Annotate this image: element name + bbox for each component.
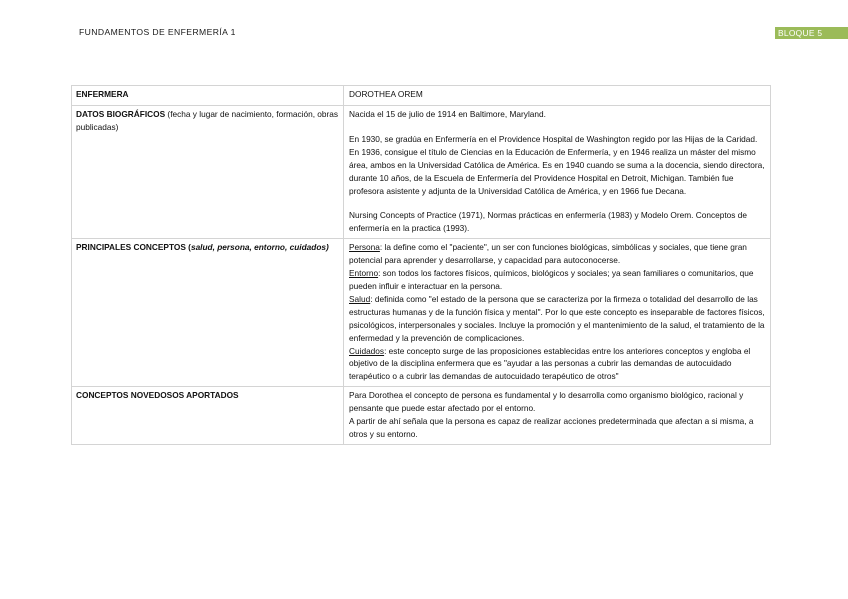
publications-paragraph: Nursing Concepts of Practice (1971), Normas prácticas en enfermería (1983) y Modelo Orem. Conceptos de enfermería en la practica (1993). xyxy=(349,210,747,234)
header-cell-name: DOROTHEA OREM xyxy=(344,86,771,106)
row-label-novel xyxy=(72,387,344,445)
table-row-biography xyxy=(72,106,771,239)
concept-term: Entorno xyxy=(349,268,379,279)
table-row-novel xyxy=(72,387,771,445)
table-header-row xyxy=(72,86,771,106)
block-badge: BLOQUE 5 xyxy=(775,27,848,39)
concept-term: Cuidados xyxy=(349,345,385,356)
row-label-bold: DATOS BIOGRÁFICOS xyxy=(76,109,166,119)
concept-term: Salud xyxy=(349,293,371,304)
concept-term: Persona xyxy=(349,242,380,253)
row-content-biography xyxy=(344,106,771,239)
header-cell-nurse: ENFERMERA xyxy=(72,86,344,106)
row-label-bold: CONCEPTOS NOVEDOSOS APORTADOS xyxy=(76,390,239,401)
row-label-detail: (fecha y lugar de nacimiento, formación, obras publicadas) xyxy=(76,109,339,132)
concept-salud: Salud: definida como "el estado de la persona que se caracteriza por la firmeza o totalidad del desarrollo de las estructuras humanas y de la función física y mental". Por lo que este concepto es inseparable de factores físicos, psicológicos, interpersonales y sociales. Incluye la promoción y el mantenimiento de la salud, el tratamiento de la enfermedad y la prevención de complicaciones. xyxy=(349,293,765,343)
row-label-biography xyxy=(72,106,344,239)
concept-entorno: Entorno: son todos los factores físicos, químicos, biológicos y sociales; ya sean familiares o comunitarios, que pueden influir e interactuar en la persona. xyxy=(349,268,754,291)
birth-paragraph: Nacida el 15 de julio de 1914 en Baltimore, Maryland. xyxy=(349,109,546,119)
concept-persona: Persona: la define como el "paciente", un ser con funciones biológicas, simbólicas y sociales, que tiene gran potencial para aprender y desarrollarse, y capacidad para autoconocerse. xyxy=(349,242,747,266)
orem-table xyxy=(71,85,771,445)
concept-cuidados: Cuidados: este concepto surge de las proposiciones establecidas entre los anteriores conceptos y engloba el objetivo de la disciplina enfermera que es "ayudar a las personas a cubrir las demandas de autocuidado terapéutico o a cubrir las demandas de autocuidado terapéutico de otros" xyxy=(349,345,751,382)
document-header-title: FUNDAMENTOS DE ENFERMERÍA 1 xyxy=(79,27,236,37)
row-label-concepts: PRINCIPALES CONCEPTOS (salud, persona, entorno, cuidados) xyxy=(72,239,344,387)
row-content-novel xyxy=(344,387,771,445)
novel-paragraph-1: Para Dorothea el concepto de persona es fundamental y lo desarrolla como organismo biológico, racional y pensante que puede estar afectado por el entorno. xyxy=(349,390,744,414)
table-row-concepts xyxy=(72,239,771,387)
row-label-bold: PRINCIPALES CONCEPTOS xyxy=(76,242,186,253)
row-label-italic: salud, persona, entorno, cuidados xyxy=(190,242,327,253)
career-paragraph: En 1930, se gradúa en Enfermería en el Providence Hospital de Washington regido por las Hijas de la Caridad. En 1936, consigue el título de Ciencias en la Educación de Enfermería, y en 1946 realiza un máster del mismo área, ambos en la Universidad Católica de América. Es en 1940 cuando se suma a la docencia, siendo directora, durante 10 años, de la Escuela de Enfermería del Providence Hospital en Detroit, Michigan. También fue profesora asistente y adjunta de la Universidad Católica de América, y en 1966 fue Decana. xyxy=(349,133,765,196)
row-content-concepts xyxy=(344,239,771,387)
novel-paragraph-2: A partir de ahí señala que la persona es capaz de realizar acciones predeterminada que afectan a si misma, a otros y su entorno. xyxy=(349,416,754,439)
